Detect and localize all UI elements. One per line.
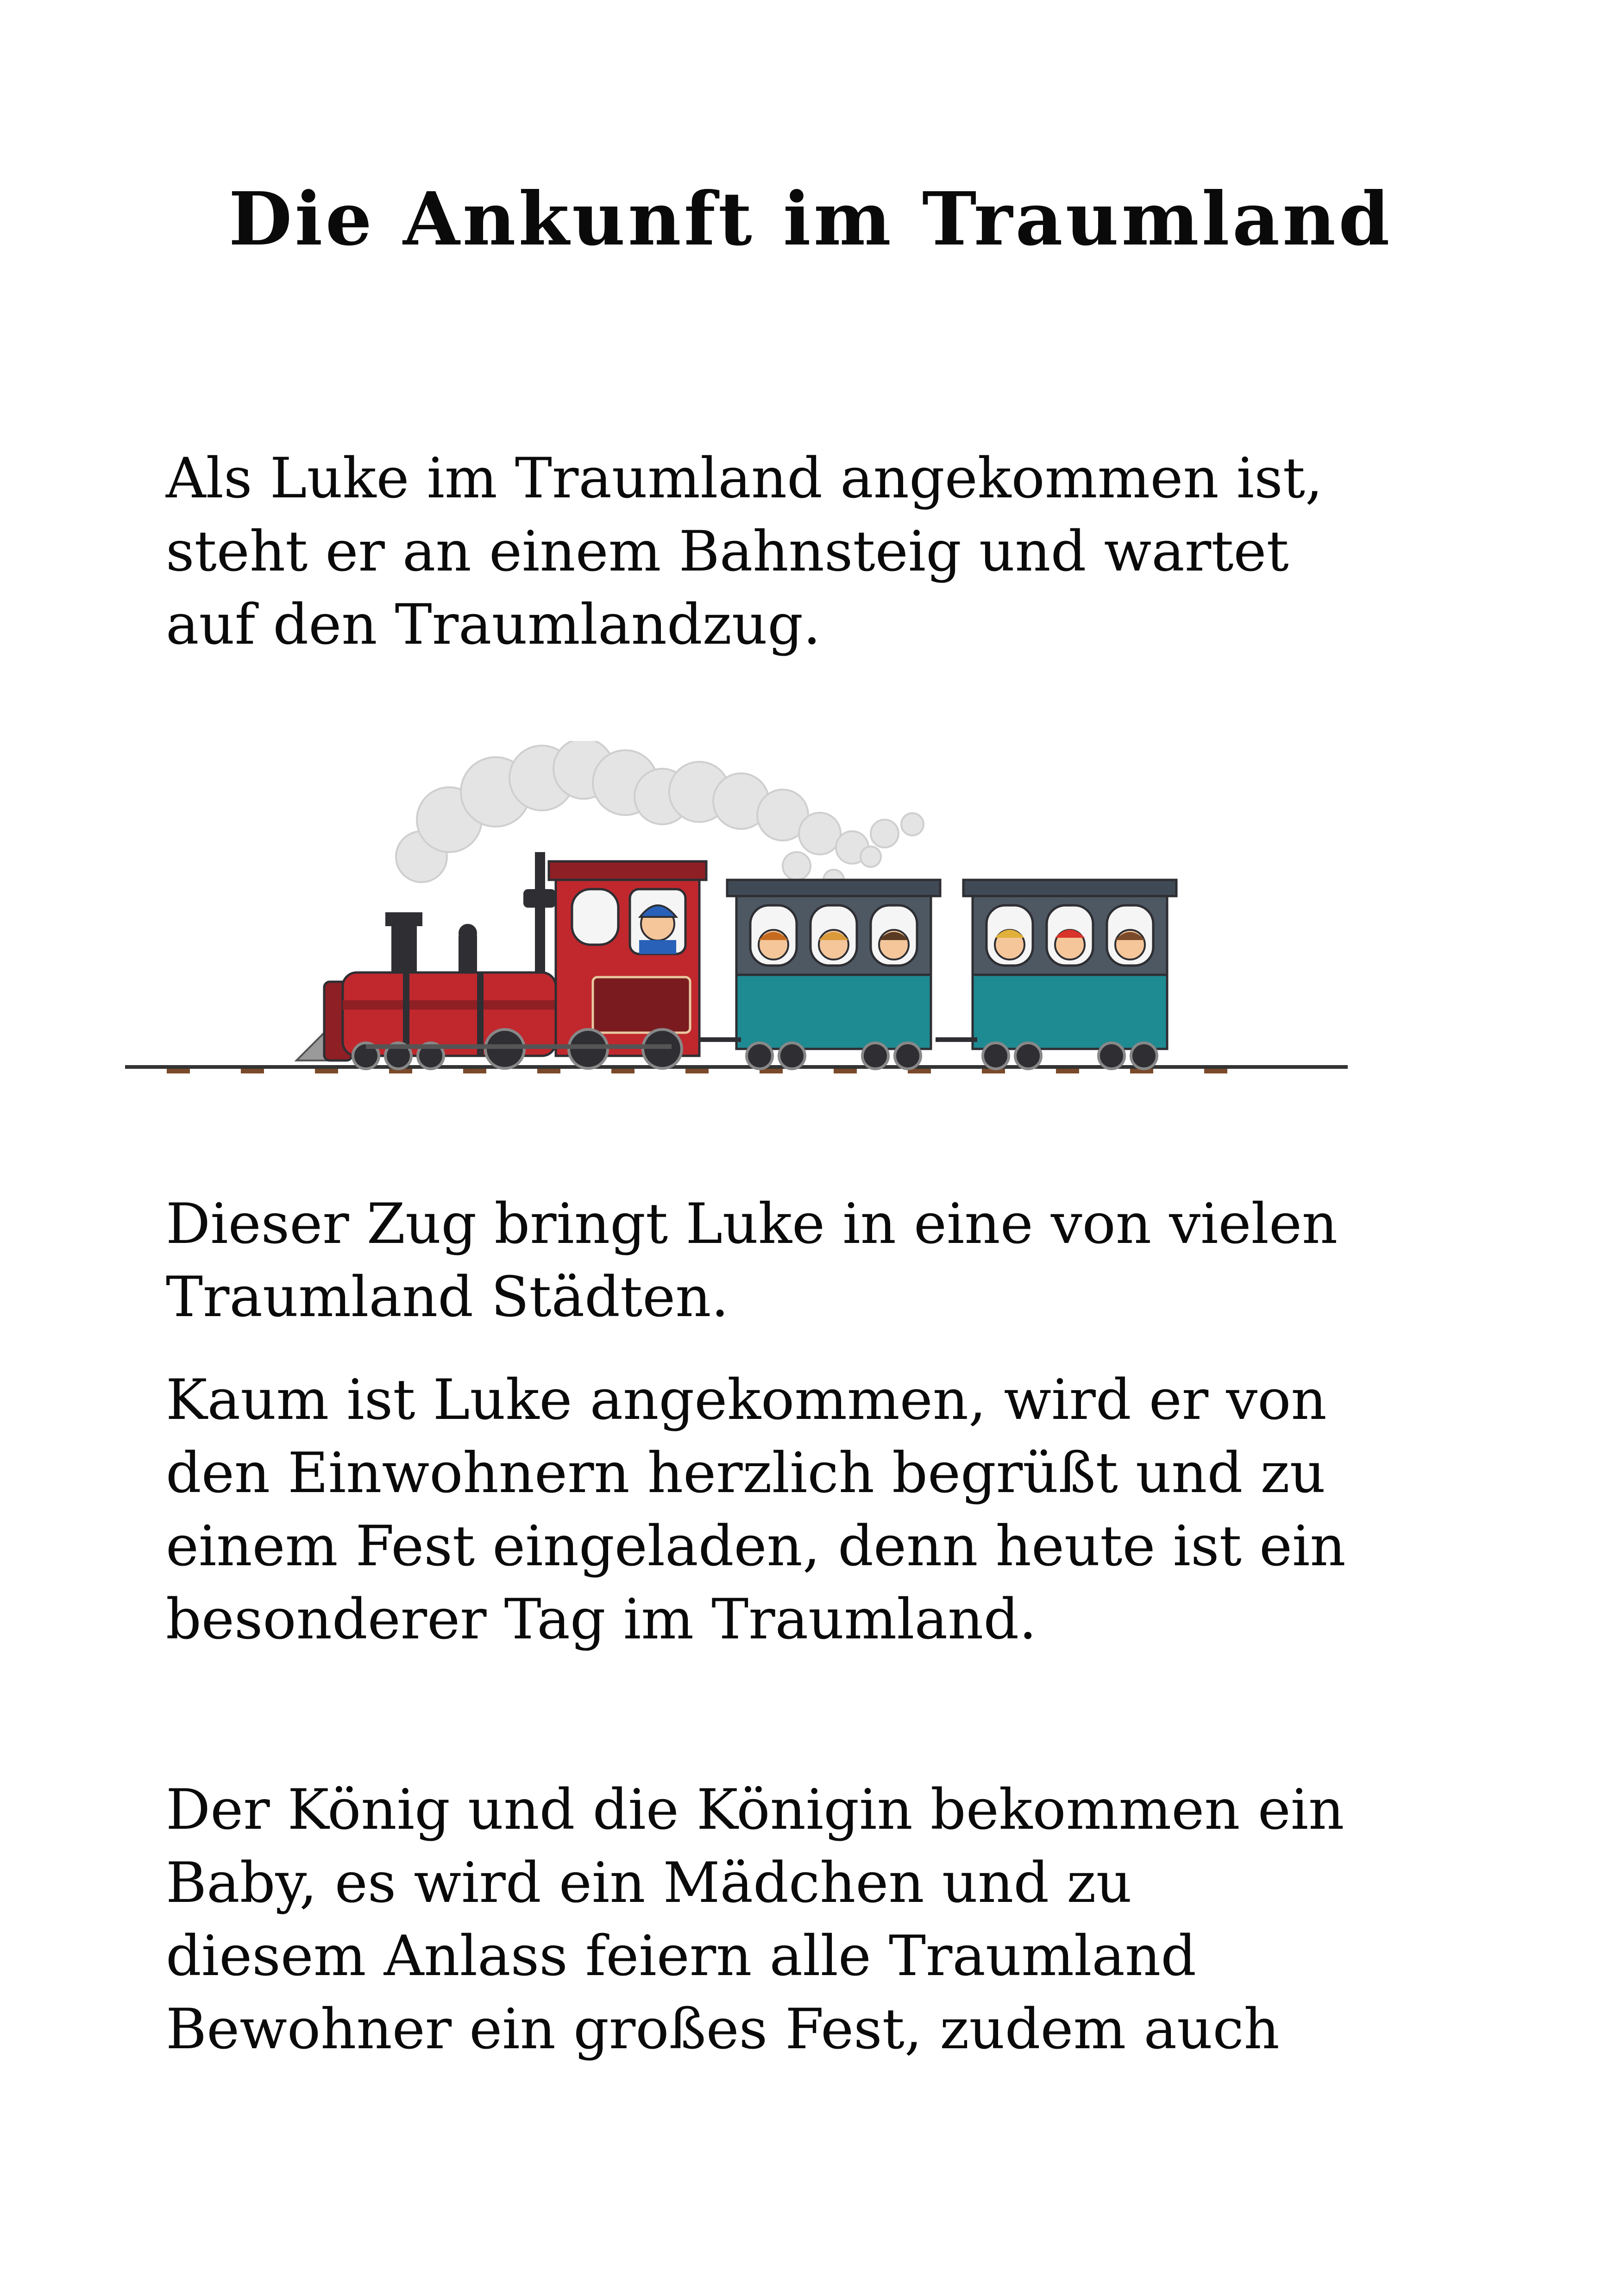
text-line: besonderer Tag im Traumland. [166,1587,1037,1652]
text-line: auf den Traumlandzug. [166,593,821,657]
text-line: Traumland Städten. [166,1265,729,1330]
text-line: Kaum ist Luke angekommen, wird er von [166,1368,1327,1432]
text-line: den Einwohnern herzlich begrüßt und zu [166,1441,1326,1506]
paragraph-arrival [166,442,1537,662]
railway-track [125,1065,1348,1073]
passenger-wagon-2 [963,880,1176,1069]
train-illustration [125,741,1348,1102]
text-line: Der König und die Königin bekommen ein [166,1778,1345,1842]
paragraph-royal-baby [166,1774,1537,2066]
paragraph-train [166,1188,1537,1334]
passenger-wagon-1 [727,880,940,1069]
text-line: Baby, es wird ein Mädchen und zu [166,1851,1132,1915]
text-line: Dieser Zug bringt Luke in eine von vielen [166,1192,1338,1256]
text-line: einem Fest eingeladen, denn heute ist ein [166,1514,1346,1579]
paragraph-welcome [166,1364,1537,1656]
text-line: Als Luke im Traumland angekommen ist, [166,446,1323,511]
text-line: Bewohner ein großes Fest, zudem auch [166,1997,1280,2062]
locomotive [296,852,706,1069]
text-line: steht er an einem Bahnsteig und wartet [166,520,1289,584]
text-line: diesem Anlass feiern alle Traumland [166,1924,1197,1989]
page-title: Die Ankunft im Traumland [228,176,1393,262]
